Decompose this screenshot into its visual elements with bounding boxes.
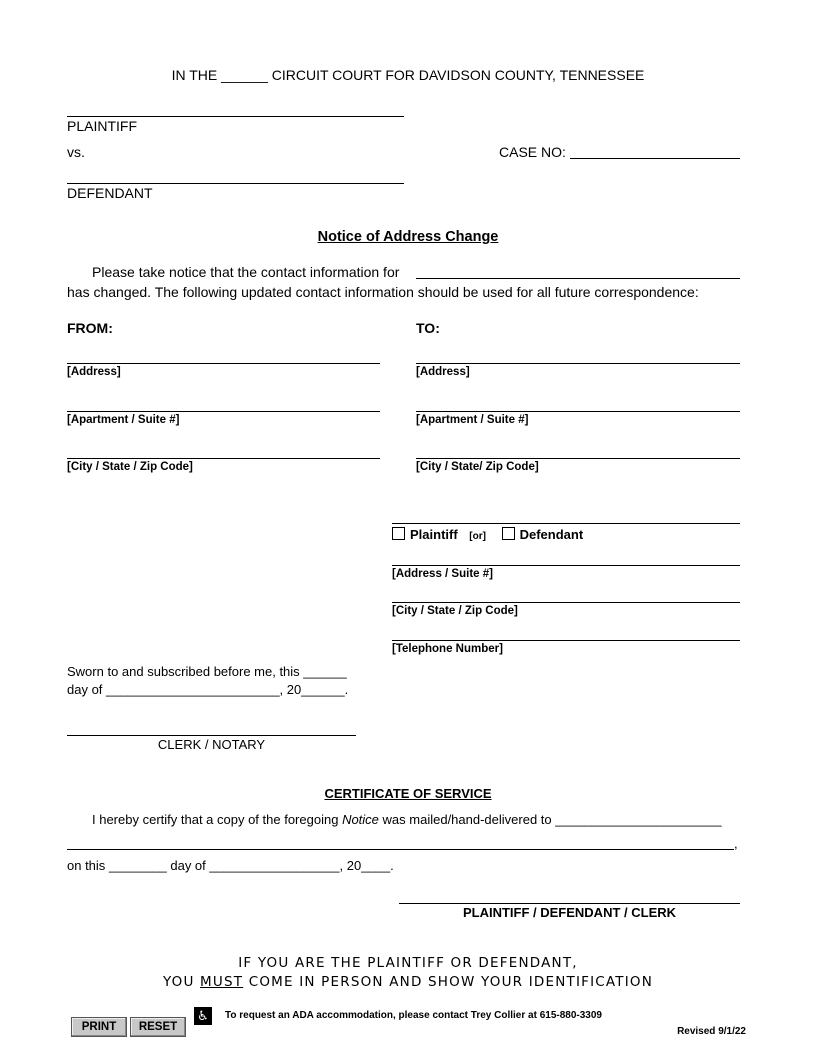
- from-heading: FROM:: [67, 320, 113, 336]
- signer-address-label: [Address / Suite #]: [392, 568, 493, 580]
- signer-telephone-line[interactable]: [392, 640, 740, 641]
- from-apartment-label: [Apartment / Suite #]: [67, 414, 180, 426]
- case-no-label: CASE NO:: [499, 144, 566, 160]
- clerk-signature-line[interactable]: [67, 735, 356, 736]
- from-apartment-line[interactable]: [67, 411, 380, 412]
- certificate-line-1-b: was mailed/hand-delivered to _______________________: [382, 812, 722, 827]
- plaintiff-label: PLAINTIFF: [67, 118, 138, 134]
- defendant-checkbox-label: Defendant: [519, 527, 584, 542]
- to-address-label: [Address]: [416, 366, 470, 378]
- from-city-label: [City / State / Zip Code]: [67, 461, 193, 473]
- ada-accommodation-text: To request an ADA accommodation, please contact Trey Collier at 615-880-3309: [225, 1010, 602, 1021]
- vs-label: vs.: [67, 144, 85, 160]
- defendant-label: DEFENDANT: [67, 185, 153, 201]
- defendant-line[interactable]: [67, 183, 404, 184]
- signer-telephone-label: [Telephone Number]: [392, 643, 503, 655]
- plaintiff-line[interactable]: [67, 116, 404, 117]
- certificate-signature-line[interactable]: [399, 903, 740, 904]
- to-heading: TO:: [416, 320, 440, 336]
- revised-date: Revised 9/1/22: [677, 1026, 746, 1037]
- certificate-notice-word: Notice: [342, 812, 379, 827]
- court-suffix: CIRCUIT COURT FOR DAVIDSON COUNTY, TENNESSEE: [271, 67, 645, 83]
- to-city-label: [City / State/ Zip Code]: [416, 461, 539, 473]
- from-address-label: [Address]: [67, 366, 121, 378]
- certificate-line-1-a: I hereby certify that a copy of the foregoing: [92, 812, 339, 827]
- id-notice-line-2-a: YOU: [162, 974, 201, 990]
- intro-line-1: Please take notice that the contact information for: [92, 264, 400, 280]
- party-name-line[interactable]: [416, 278, 740, 279]
- reset-button[interactable]: RESET: [130, 1017, 186, 1037]
- must-emphasis: MUST: [200, 974, 244, 990]
- signer-address-line[interactable]: [392, 565, 740, 566]
- to-city-line[interactable]: [416, 458, 740, 459]
- certificate-recipient-line[interactable]: [67, 849, 734, 850]
- sworn-line-2: day of ________________________, 20______.: [67, 682, 349, 697]
- court-prefix: IN THE: [171, 67, 218, 83]
- signer-city-line[interactable]: [392, 602, 740, 603]
- to-apartment-label: [Apartment / Suite #]: [416, 414, 529, 426]
- page-title: Notice of Address Change: [317, 229, 499, 245]
- court-heading: [0, 67, 816, 83]
- intro-line-2: has changed. The following updated contact information should be used for all future correspondence:: [67, 284, 699, 300]
- from-city-line[interactable]: [67, 458, 380, 459]
- plaintiff-checkbox-label: Plaintiff: [410, 527, 458, 542]
- to-address-line[interactable]: [416, 363, 740, 364]
- certificate-line-2-comma: ,: [734, 836, 738, 851]
- or-label: [or]: [469, 531, 486, 542]
- sworn-line-1: Sworn to and subscribed before me, this ______: [67, 664, 347, 679]
- signer-city-label: [City / State / Zip Code]: [392, 605, 518, 617]
- signer-role-row: [392, 527, 583, 542]
- signer-signature-line[interactable]: [392, 523, 740, 524]
- certificate-heading: CERTIFICATE OF SERVICE: [324, 786, 492, 801]
- defendant-checkbox[interactable]: [502, 527, 515, 540]
- id-notice-line-2: [0, 974, 816, 990]
- clerk-notary-label: CLERK / NOTARY: [157, 737, 266, 752]
- id-notice-line-2-b: COME IN PERSON AND SHOW YOUR IDENTIFICATION: [243, 974, 654, 990]
- from-address-line[interactable]: [67, 363, 380, 364]
- plaintiff-checkbox[interactable]: [392, 527, 405, 540]
- certificate-signature-label: PLAINTIFF / DEFENDANT / CLERK: [462, 905, 677, 920]
- print-button[interactable]: PRINT: [71, 1017, 127, 1037]
- certificate-line-1: [92, 812, 722, 827]
- case-no-line[interactable]: [570, 158, 740, 159]
- certificate-line-3: on this ________ day of __________________, 20____.: [67, 858, 394, 873]
- court-blank[interactable]: ______: [221, 67, 268, 83]
- wheelchair-icon: ♿: [194, 1007, 212, 1025]
- id-notice-line-1: IF YOU ARE THE PLAINTIFF OR DEFENDANT,: [238, 955, 578, 971]
- to-apartment-line[interactable]: [416, 411, 740, 412]
